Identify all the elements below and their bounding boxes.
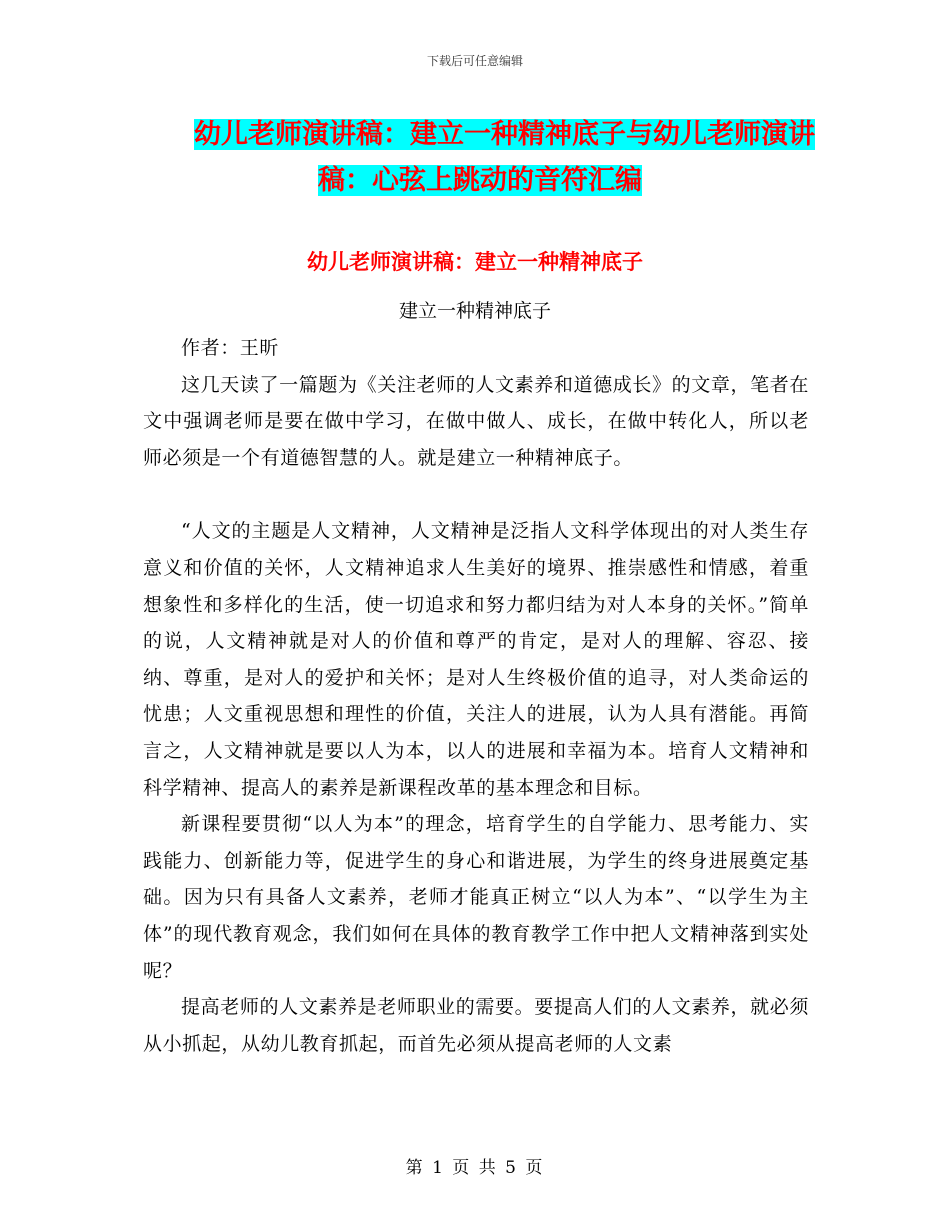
paragraph: 新课程要贯彻“以人为本”的理念，培育学生的自学能力、思考能力、实践能力、创新能力等，促进学生的身心和谐进展，为学生的终身进展奠定基础。因为只有具备人文素养，老师才能真正树立“以人为本”、“以学生为主体”的现代教育观念，我们如何在具体的教育教学工作中把人文精神落到实处呢？ — [143, 813, 809, 982]
document-title-line-2-text: 稿：心弦上跳动的音符汇编 — [318, 165, 642, 196]
document-title-line-1-text: 幼儿老师演讲稿：建立一种精神底子与幼儿老师演讲 — [194, 119, 815, 150]
paragraph: 这几天读了一篇题为《关注老师的人文素养和道德成长》的文章，笔者在文中强调老师是要在做中学习，在做中做人、成长，在做中转化人，所以老师必须是一个有道德智慧的人。就是建立一种精神底子。 — [143, 373, 809, 469]
page-header-note: 下载后可任意编辑 — [426, 54, 523, 68]
document-title-line-1 — [150, 112, 815, 158]
paragraph: “人文的主题是人文精神，人文精神是泛指人文科学体现出的对人类生存意义和价值的关怀，人文精神追求人生美好的境界、推崇感性和情感，着重想象性和多样化的生活，使一切追求和努力都归结为对人本身的关怀。”简单的说，人文精神就是对人的价值和尊严的肯定，是对人的理解、容忍、接纳、尊重，是对人的爱护和关怀；是对人生终极价值的追寻，对人类命运的忧患；人文重视思想和理性的价值，关注人的进展，认为人具有潜能。再简言之，人文精神就是要以人为本，以人的进展和幸福为本。培育人文精神和科学精神、提高人的素养是新课程改革的基本理念和目标。 — [143, 520, 809, 799]
author-line: 作者：王昕 — [181, 337, 280, 359]
article-subtitle: 建立一种精神底子 — [398, 300, 551, 322]
paragraph-spacer — [143, 476, 809, 513]
document-title — [150, 112, 815, 204]
article-body — [143, 330, 809, 1062]
paragraph: 提高老师的人文素养是老师职业的需要。要提高人们的人文素养，就必须从小抓起，从幼儿教育抓起，而首先必须从提高老师的人文素 — [143, 996, 809, 1055]
page-number-footer: 第 1 页 共 5 页 — [405, 1158, 545, 1178]
section-title: 幼儿老师演讲稿：建立一种精神底子 — [307, 250, 643, 274]
document-title-line-2 — [150, 158, 810, 204]
